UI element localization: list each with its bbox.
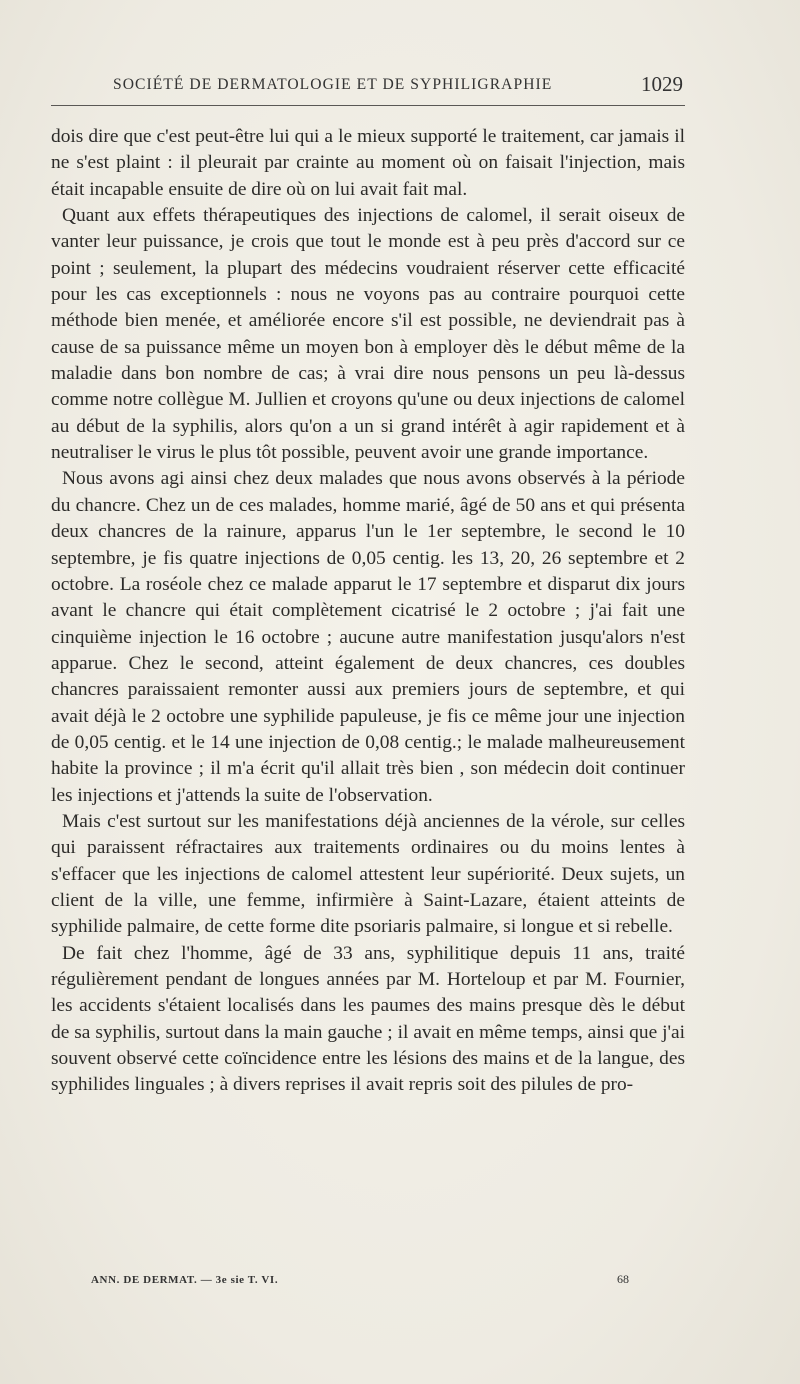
paragraph-3: Nous avons agi ainsi chez deux malades que nous avons observés à la période du chancre. Chez un de ces malades, homme marié, âgé de 50 ans et qui présenta deux chancres de la rainure, apparus l'un le 1er septembre, le second le 10 septembre, je fis quatre injections de 0,05 centig. les 13, 20, 26 septembre et 2 octobre. La roséole chez ce malade apparut le 17 septembre et disparut dix jours avant le chancre qui était complètement cicatrisé le 2 octobre ; j'ai fait une cinquième injection le 16 octobre ; aucune autre manifestation jusqu'alors n'est apparue. Chez le second, atteint également de deux chancres, ces doubles chancres paraissaient remonter aussi aux premiers jours de septembre, et qui avait déjà le 2 octobre une syphilide papuleuse, je fis ce même jour une injection de 0,05 centig. et le 14 une injection de 0,08 centig.; le malade malheureusement habite la province ; il m'a écrit qu'il allait très bien , son médecin doit continuer les injections et j'attends la suite de l'observation. <box>51 468 685 806</box>
page-number: 1029 <box>641 72 683 96</box>
footer-signature: ANN. DE DERMAT. — 3e sie T. VI. <box>91 1274 279 1286</box>
paragraph-5: De fait chez l'homme, âgé de 33 ans, syphilitique depuis 11 ans, traité régulièrement pendant de longues années par M. Horteloup et par M. Fournier, les accidents s'étaient localisés dans les paumes des mains presque dès le début de sa syphilis, surtout dans la main gauche ; il avait en même temps, ainsi que j'ai souvent observé cette coïncidence entre les lésions des mains et de la langue, des syphilides linguales ; à divers reprises il avait repris soit des pilules de pro- <box>51 942 685 1096</box>
running-head: SOCIÉTÉ DE DERMATOLOGIE ET DE SYPHILIGRAPHIE <box>113 76 553 93</box>
footer-sheet-number: 68 <box>617 1272 629 1286</box>
paragraph-1: dois dire que c'est peut-être lui qui a le mieux supporté le traitement, car jamais il ne s'est plaint : il pleurait par crainte au moment où on faisait l'injection, mais était incapable ensuite de dire où on lui avait fait mal. <box>51 126 685 200</box>
header-rule <box>51 105 685 106</box>
page-header <box>113 72 683 100</box>
body-text <box>51 124 685 1099</box>
paragraph-2: Quant aux effets thérapeutiques des injections de calomel, il serait oiseux de vanter leur puissance, je crois que tout le monde est à peu près d'accord sur ce point ; seulement, la plupart des médecins voudraient réserver cette efficacité pour les cas exceptionnels : nous ne voyons pas au contraire pourquoi cette méthode bien menée, et améliorée encore s'il est possible, ne deviendrait pas à cause de sa puissance même un moyen bon à employer dès le début même de la maladie dans bon nombre de cas; à vrai dire nous pensons un peu là-dessus comme notre collègue M. Jullien et croyons qu'une ou deux injections de calomel au début de la syphilis, alors qu'on a un si grand intérêt à agir rapidement et à neutraliser le virus le plus tôt possible, peuvent avoir une grande importance. <box>51 205 685 464</box>
paragraph-4: Mais c'est surtout sur les manifestations déjà anciennes de la vérole, sur celles qui paraissent réfractaires aux traitements ordinaires ou du moins lentes à s'effacer que les injections de calomel attestent leur supériorité. Deux sujets, un client de la ville, une femme, infirmière à Saint-Lazare, étaient atteints de syphilide palmaire, de cette forme dite psoriaris palmaire, si longue et si rebelle. <box>51 810 685 938</box>
